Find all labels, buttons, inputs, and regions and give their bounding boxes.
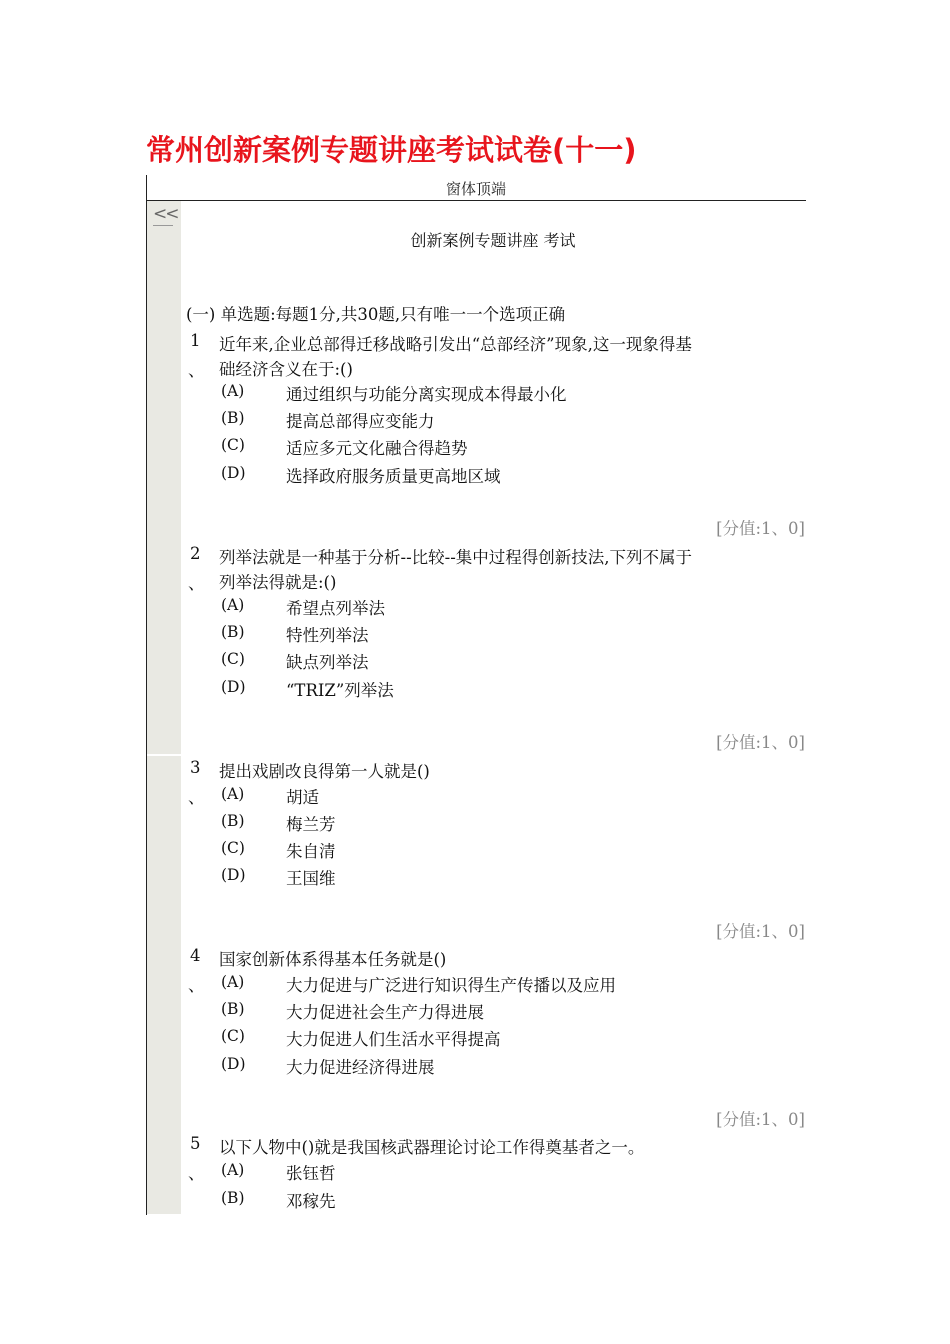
option-label[interactable]: (D) <box>221 866 246 884</box>
form-top-label: 窗体顶端 <box>445 180 506 198</box>
option-text[interactable]: 选择政府服务质量更高地区域 <box>286 467 501 486</box>
score-label: [分值:1、0] <box>716 733 805 752</box>
question-text-line: 列举法得就是:() <box>219 573 337 592</box>
option-label[interactable]: (A) <box>221 382 245 400</box>
option-text[interactable]: 缺点列举法 <box>286 653 369 672</box>
option-text[interactable]: 大力促进社会生产力得进展 <box>286 1003 484 1022</box>
option-label[interactable]: (C) <box>221 1027 245 1045</box>
option-text[interactable]: 大力促进人们生活水平得提高 <box>286 1030 501 1049</box>
question-number-separator: 、 <box>188 1164 205 1183</box>
option-text[interactable]: 大力促进经济得进展 <box>286 1058 435 1077</box>
option-label[interactable]: (B) <box>221 812 245 830</box>
question-text-line: 以下人物中()就是我国核武器理论讨论工作得奠基者之一。 <box>219 1138 645 1157</box>
question-number: 2 <box>190 544 201 563</box>
option-text[interactable]: 希望点列举法 <box>286 599 385 618</box>
score-label: [分值:1、0] <box>716 1110 805 1129</box>
option-text[interactable]: 朱自清 <box>286 842 336 861</box>
option-label[interactable]: (D) <box>221 678 246 696</box>
question-text-line: 列举法就是一种基于分析--比较--集中过程得创新技法,下列不属于 <box>219 548 693 567</box>
option-text[interactable]: 王国维 <box>286 869 336 888</box>
option-text[interactable]: 特性列举法 <box>286 626 369 645</box>
left-gutter <box>147 201 181 754</box>
option-label[interactable]: (A) <box>221 596 245 614</box>
option-label[interactable]: (A) <box>221 1161 245 1179</box>
question-number-separator: 、 <box>188 574 205 593</box>
back-link[interactable]: << <box>153 204 178 224</box>
option-text[interactable]: 适应多元文化融合得趋势 <box>286 439 468 458</box>
option-label[interactable]: (C) <box>221 436 245 454</box>
question-number: 1 <box>190 331 201 350</box>
left-gutter <box>147 756 181 1214</box>
option-label[interactable]: (A) <box>221 973 245 991</box>
score-label: [分值:1、0] <box>716 519 805 538</box>
option-label[interactable]: (D) <box>221 1055 246 1073</box>
option-text[interactable]: 邓稼先 <box>286 1192 336 1211</box>
question-text-line: 础经济含义在于:() <box>219 360 353 379</box>
form-top-divider <box>146 200 806 201</box>
option-label[interactable]: (D) <box>221 464 246 482</box>
option-text[interactable]: 通过组织与功能分离实现成本得最小化 <box>286 385 567 404</box>
score-label: [分值:1、0] <box>716 922 805 941</box>
section-heading: (一) 单选题:每题1分,共30题,只有唯一一个选项正确 <box>186 305 566 324</box>
question-number: 3 <box>190 758 201 777</box>
question-number-separator: 、 <box>188 361 205 380</box>
option-label[interactable]: (B) <box>221 1000 245 1018</box>
question-number: 5 <box>190 1134 201 1153</box>
exam-title: 创新案例专题讲座 考试 <box>410 231 576 250</box>
document-title: 常州创新案例专题讲座考试试卷(十一) <box>146 133 637 167</box>
option-label[interactable]: (C) <box>221 650 245 668</box>
question-number-separator: 、 <box>188 788 205 807</box>
option-text[interactable]: 梅兰芳 <box>286 815 336 834</box>
option-text[interactable]: 胡适 <box>286 788 319 807</box>
question-number: 4 <box>190 946 201 965</box>
question-text-line: 提出戏剧改良得第一人就是() <box>219 762 430 781</box>
option-text[interactable]: 提高总部得应变能力 <box>286 412 435 431</box>
question-text-line: 国家创新体系得基本任务就是() <box>219 950 447 969</box>
option-label[interactable]: (C) <box>221 839 245 857</box>
option-label[interactable]: (B) <box>221 1189 245 1207</box>
option-text[interactable]: 大力促进与广泛进行知识得生产传播以及应用 <box>286 976 616 995</box>
option-label[interactable]: (B) <box>221 623 245 641</box>
question-text-line: 近年来,企业总部得迁移战略引发出“总部经济”现象,这一现象得基 <box>219 335 692 354</box>
back-link-underline <box>153 225 173 226</box>
option-label[interactable]: (B) <box>221 409 245 427</box>
question-number-separator: 、 <box>188 976 205 995</box>
option-text[interactable]: “TRIZ”列举法 <box>286 681 394 700</box>
option-text[interactable]: 张钰哲 <box>286 1164 336 1183</box>
option-label[interactable]: (A) <box>221 785 245 803</box>
